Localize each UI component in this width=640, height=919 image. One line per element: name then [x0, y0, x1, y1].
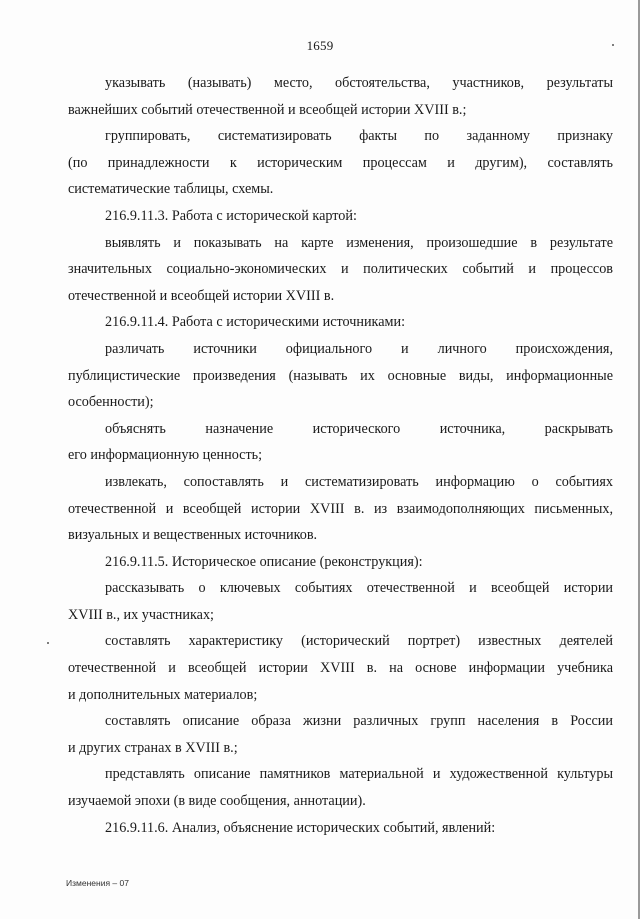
text-line: представлять описание памятников материальной и художественной культуры — [105, 766, 613, 783]
text-line: отечественной и всеобщей истории XVIII в. на основе информации учебника — [68, 660, 613, 677]
text-line: его информационную ценность; — [68, 447, 263, 464]
text-line: объяснять назначение исторического источника, раскрывать — [105, 420, 613, 437]
text-line: значительных социально-экономических и политических событий и процессов — [68, 261, 613, 278]
text-line: рассказывать о ключевых событиях отечественной и всеобщей истории — [105, 580, 613, 597]
footer-revision-note: Изменения – 07 — [66, 878, 129, 888]
text-line: (по принадлежности к историческим процессам и другим), составлять — [68, 154, 613, 171]
text-line: отечественной и всеобщей истории XVIII в. из взаимодополняющих письменных, — [68, 500, 613, 517]
text-line: визуальных и вещественных источников. — [68, 527, 318, 544]
section-heading: 216.9.11.4. Работа с историческими источниками: — [105, 314, 406, 331]
text-line: составлять характеристику (исторический портрет) известных деятелей — [105, 633, 613, 650]
scan-speck — [612, 44, 614, 46]
section-heading: 216.9.11.6. Анализ, объяснение исторических событий, явлений: — [105, 819, 496, 836]
text-line: изучаемой эпохи (в виде сообщения, аннотации). — [68, 793, 366, 810]
text-line: и дополнительных материалов; — [68, 686, 258, 703]
text-line: извлекать, сопоставлять и систематизировать информацию о событиях — [105, 473, 613, 490]
section-heading: 216.9.11.3. Работа с исторической картой: — [105, 207, 357, 224]
text-line: указывать (называть) место, обстоятельства, участников, результаты — [105, 75, 613, 91]
text-line: составлять описание образа жизни различных групп населения в России — [105, 713, 613, 730]
section-heading: 216.9.11.5. Историческое описание (реконструкция): — [105, 553, 423, 570]
text-line: важнейших событий отечественной и всеобщей истории XVIII в.; — [68, 101, 467, 118]
text-line: XVIII в., их участниках; — [68, 606, 215, 623]
text-line: выявлять и показывать на карте изменения, произошедшие в результате — [105, 234, 613, 251]
text-line: отечественной и всеобщей истории XVIII в. — [68, 287, 335, 304]
text-line: особенности); — [68, 394, 154, 411]
text-line: систематические таблицы, схемы. — [68, 181, 274, 198]
text-line: различать источники официального и личного происхождения, — [105, 340, 613, 357]
body-text — [68, 70, 613, 841]
text-line: группировать, систематизировать факты по заданному признаку — [105, 128, 613, 145]
scan-speck — [47, 642, 49, 644]
text-line: публицистические произведения (называть их основные виды, информационные — [68, 367, 613, 384]
page-number: 1659 — [306, 38, 334, 53]
text-line: и других странах в XVIII в.; — [68, 739, 238, 756]
